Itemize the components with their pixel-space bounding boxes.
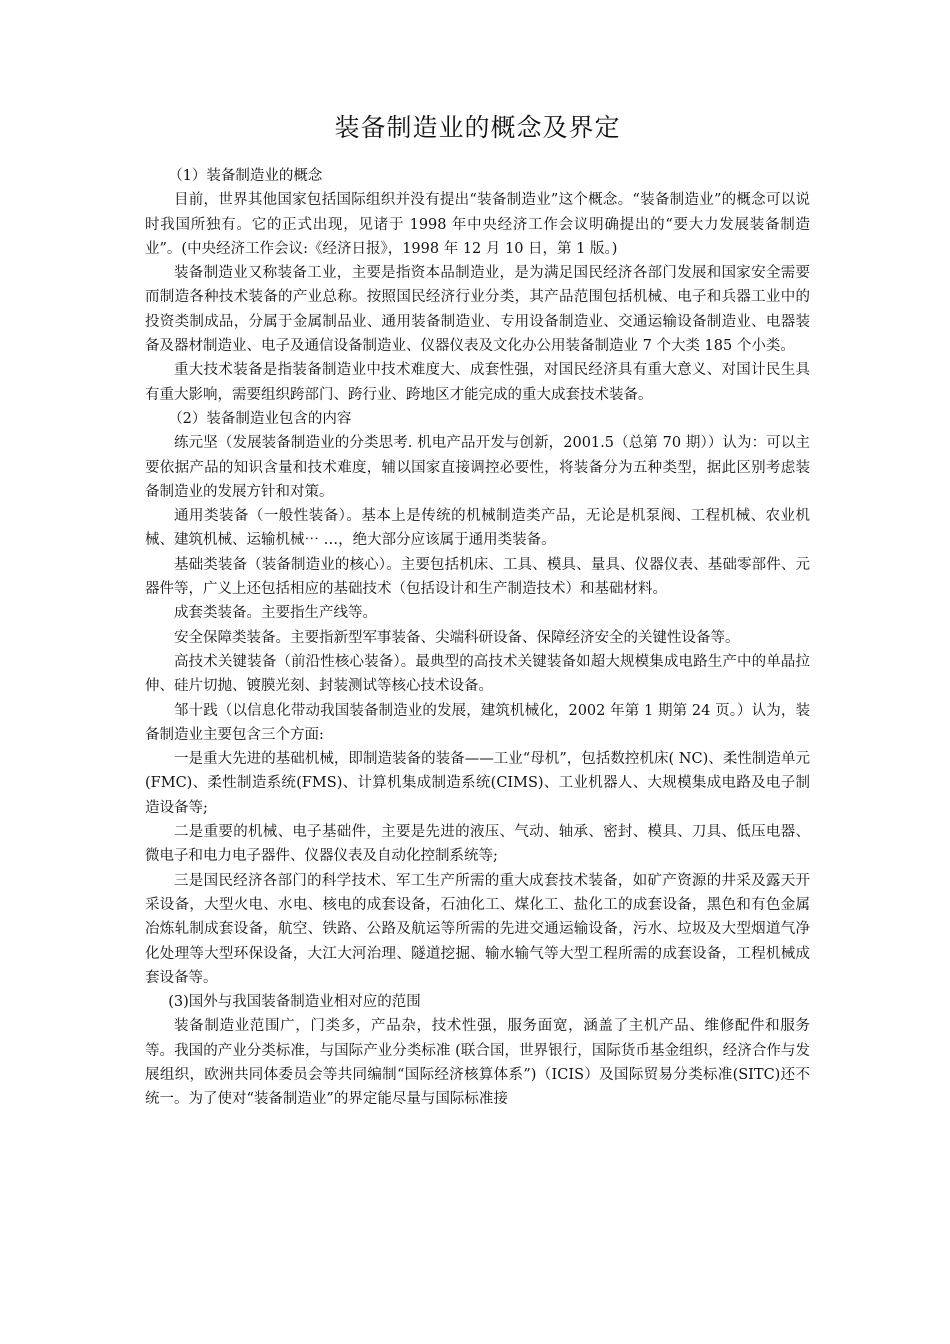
paragraph: 装备制造业范围广，门类多，产品杂，技术性强，服务面宽，涵盖了主机产品、维修配件和服务等。我国的产业分类标准，与国际产业分类标准 (联合国，世界银行，国际货币基金组织，经济合作与发展组织，欧洲共同体委员会等共同编制“国际经济核算体系”)（ICIS）及国际贸易分类标准(SITC)还不统一。为了使对“装备制造业”的界定能尽量与国际标准接 [145, 1018, 810, 1108]
paragraph: 重大技术装备是指装备制造业中技术难度大、成套性强，对国民经济具有重大意义、对国计民生具有重大影响，需要组织跨部门、跨行业、跨地区才能完成的重大成套技术装备。 [145, 362, 810, 403]
document-page [145, 108, 810, 1112]
paragraph: 邹十践（以信息化带动我国装备制造业的发展，建筑机械化，2002 年第 1 期第 24 页。）认为，装备制造业主要包含三个方面: [145, 702, 810, 743]
section-heading-1: （1）装备制造业的概念 [168, 168, 323, 184]
paragraph: 成套类装备。主要指生产线等。 [174, 605, 377, 622]
paragraph: 高技术关键装备（前沿性核心装备）。最典型的高技术关键装备如超大规模集成电路生产中的单晶拉伸、硅片切抛、镀膜光刻、封装测试等核心技术设备。 [145, 653, 810, 695]
paragraph: 通用类装备（一般性装备）。基本上是传统的机械制造类产品，无论是机泵阀、工程机械、农业机械、建筑机械、运输机械⋯ …，绝大部分应该属于通用类装备。 [145, 508, 810, 549]
paragraph: 基础类装备（装备制造业的核心）。主要包括机床、工具、模具、量具、仪器仪表、基础零部件、元器件等，广义上还包括相应的基础技术（包括设计和生产制造技术）和基础材料。 [145, 556, 810, 598]
section-heading-3: (3)国外与我国装备制造业相对应的范围 [168, 994, 421, 1011]
paragraph: 安全保障类装备。主要指新型军事装备、尖端科研设备、保障经济安全的关键性设备等。 [174, 629, 740, 646]
paragraph: 练元坚（发展装备制造业的分类思考. 机电产品开发与创新，2001.5（总第 70 期））认为：可以主要依据产品的知识含量和技术难度，辅以国家直接调控必要性，将装备分为五种类型，据此区别考虑装备制造业的发展方针和对策。 [145, 435, 810, 500]
section-heading-2: （2）装备制造业包含的内容 [168, 410, 352, 427]
paragraph: 目前，世界其他国家包括国际组织并没有提出“装备制造业”这个概念。“装备制造业”的概念可以说时我国所独有。它的正式出现，见诸于 1998 年中央经济工作会议明确提出的“要大力发展装备制造业”。(中央经济工作会议:《经济日报》，1998 年 12 月 10 日，第 1 版。) [145, 192, 810, 257]
paragraph: 一是重大先进的基础机械，即制造装备的装备——工业“母机”，包括数控机床( NC)、柔性制造单元(FMC)、柔性制造系统(FMS)、计算机集成制造系统(CIMS)、工业机器人、大规模集成电路及电子制造设备等; [145, 751, 810, 816]
document-title: 装备制造业的概念及界定 [334, 113, 621, 142]
paragraph: 装备制造业又称装备工业，主要是指资本品制造业，是为满足国民经济各部门发展和国家安全需要而制造各种技术装备的产业总称。按照国民经济行业分类，其产品范围包括机械、电子和兵器工业中的投资类制成品，分属于金属制品业、通用装备制造业、专用设备制造业、交通运输设备制造业、电器装备及器材制造业、电子及通信设备制造业、仪器仪表及文化办公用装备制造业 7 个大类 185 个小类。 [145, 265, 810, 355]
paragraph: 二是重要的机械、电子基础件，主要是先进的液压、气动、轴承、密封、模具、刀具、低压电器、微电子和电力电子器件、仪器仪表及自动化控制系统等; [145, 824, 810, 865]
paragraph: 三是国民经济各部门的科学技术、军工生产所需的重大成套技术装备，如矿产资源的井采及露天开采设备，大型火电、水电、核电的成套设备，石油化工、煤化工、盐化工的成套设备，黑色和有色金属冶炼轧制成套设备，航空、铁路、公路及航运等所需的先进交通运输设备，污水、垃圾及大型烟道气净化处理等大型环保设备，大江大河治理、隧道挖掘、输水输气等大型工程所需的成套设备，工程机械成套设备等。 [145, 872, 810, 986]
